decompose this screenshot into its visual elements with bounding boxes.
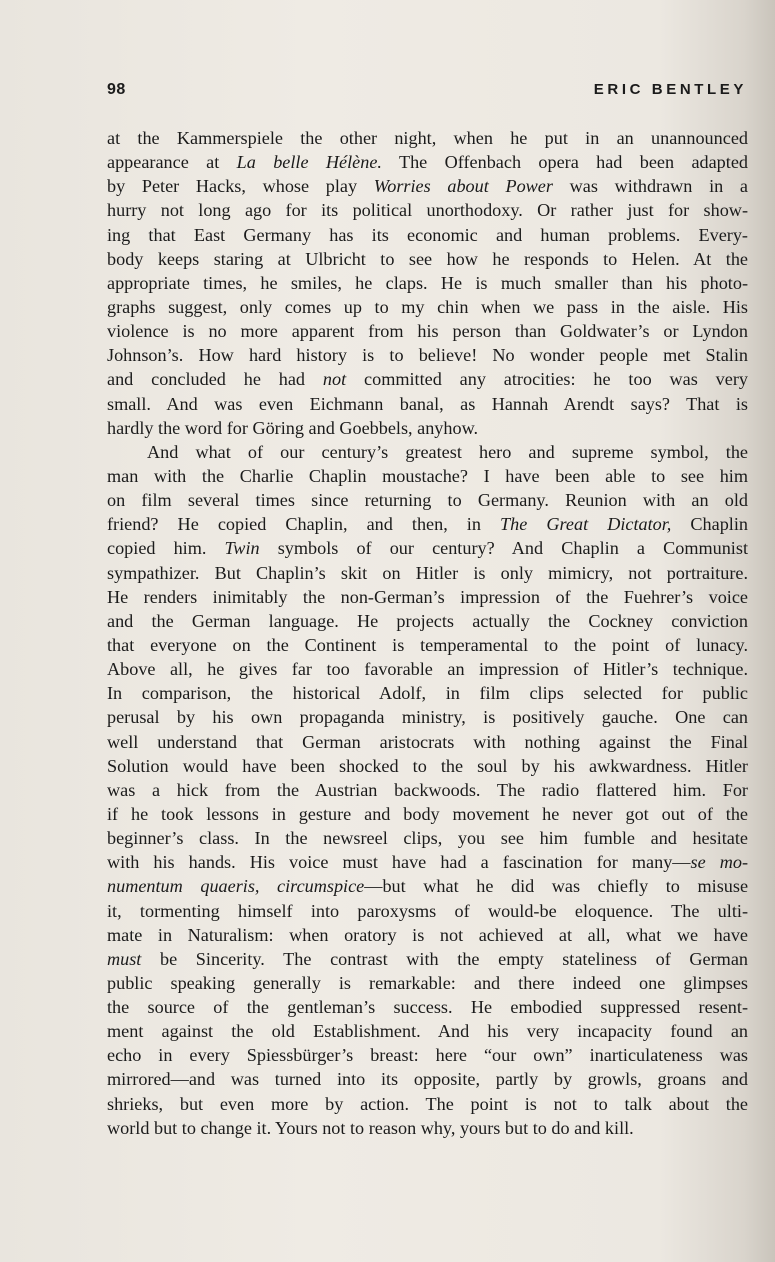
text-line: [107, 802, 748, 826]
text-run: small. And was even Eichmann banal, as Hannah Arendt says? That is: [107, 393, 748, 414]
text-line: [107, 319, 748, 343]
text-line: [107, 440, 748, 464]
text-line: [107, 367, 748, 391]
text-run: —but what he did was chiefly to misuse: [364, 876, 749, 897]
text-line: [107, 1116, 748, 1140]
text-line: [107, 899, 748, 923]
text-run: ing that East Germany has its economic and human problems. Every-: [107, 224, 748, 245]
italic-text: Twin: [224, 538, 260, 559]
italic-text: numentum quaeris, circumspice: [107, 876, 365, 897]
text-run: mate in Naturalism: when oratory is not achieved at all, what we have: [107, 924, 748, 945]
text-run: ment against the old Establishment. And his very incapacity found an: [107, 1021, 748, 1042]
text-run: by Peter Hacks, whose play: [107, 176, 374, 197]
text-run: In comparison, the historical Adolf, in film clips selected for public: [107, 683, 748, 704]
text-line: [107, 295, 748, 319]
text-run: symbols of our century? And Chaplin a Communist: [259, 538, 748, 559]
text-run: that everyone on the Continent is temperamental to the point of lunacy.: [107, 634, 748, 655]
text-run: The Offenbach opera had been adapted: [381, 152, 748, 173]
text-run: Above all, he gives far too favorable an impression of Hitler’s technique.: [107, 659, 748, 680]
text-run: And what of our century’s greatest hero and supreme symbol, the: [147, 441, 748, 462]
italic-text: se mo-: [690, 852, 748, 873]
text-line: [107, 705, 748, 729]
text-line: [107, 874, 748, 898]
text-line: [107, 343, 748, 367]
text-run: with his hands. His voice must have had a fascination for many—: [107, 852, 691, 873]
text-line: [107, 657, 748, 681]
page-header: [107, 81, 747, 103]
text-run: appearance at: [107, 152, 237, 173]
paragraph: [107, 126, 748, 440]
italic-text: Worries about Power: [373, 176, 553, 197]
italic-text: not: [322, 369, 347, 390]
text-run: hurry not long ago for its political unorthodoxy. Or rather just for show-: [107, 200, 748, 221]
text-line: [107, 585, 748, 609]
text-run: public speaking generally is remarkable: and there indeed one glimpses: [107, 972, 748, 993]
text-line: [107, 971, 748, 995]
text-run: graphs suggest, only comes up to my chin when we pass in the aisle. His: [107, 296, 748, 317]
text-run: copied him.: [107, 538, 225, 559]
text-run: man with the Charlie Chaplin moustache? I have been able to see him: [107, 465, 748, 486]
text-run: violence is no more apparent from his person than Goldwater’s or Lyndon: [107, 321, 748, 342]
text-line: [107, 174, 748, 198]
text-line: [107, 681, 748, 705]
italic-text: La belle Hélène.: [236, 152, 382, 173]
text-line: [107, 488, 748, 512]
text-run: well understand that German aristocrats with nothing against the Final: [107, 731, 748, 752]
text-line: [107, 126, 748, 150]
text-line: [107, 464, 748, 488]
text-run: sympathizer. But Chaplin’s skit on Hitler is only mimicry, not portraiture.: [107, 562, 748, 583]
text-line: [107, 392, 748, 416]
text-run: at the Kammerspiele the other night, when he put in an unannounced: [107, 128, 748, 148]
text-line: [107, 1067, 748, 1091]
text-run: mirrored—and was turned into its opposite, partly by growls, groans and: [107, 1069, 748, 1090]
text-line: [107, 1019, 748, 1043]
text-line: [107, 995, 748, 1019]
text-run: was a hick from the Austrian backwoods. The radio flattered him. For: [107, 779, 748, 800]
paragraph: [107, 440, 748, 1140]
running-head-author: ERIC BENTLEY: [593, 81, 747, 98]
text-run: on film several times since returning to Germany. Reunion with an old: [107, 490, 748, 511]
text-line: [107, 150, 748, 174]
text-run: hardly the word for Göring and Goebbels, anyhow.: [107, 417, 479, 438]
text-run: was withdrawn in a: [552, 176, 748, 197]
text-run: shrieks, but even more by action. The point is not to talk about the: [107, 1093, 748, 1114]
text-run: Solution would have been shocked to the soul by his awkwardness. Hitler: [107, 755, 748, 776]
text-run: body keeps staring at Ulbricht to see how he responds to Helen. At the: [107, 248, 748, 269]
italic-text: The Great Dictator,: [500, 514, 672, 535]
text-line: [107, 416, 748, 440]
text-run: appropriate times, he smiles, he claps. He is much smaller than his photo-: [107, 272, 748, 293]
text-run: and the German language. He projects actually the Cockney conviction: [107, 610, 748, 631]
text-run: echo in every Spiessbürger’s breast: here “our own” inarticulateness was: [107, 1045, 748, 1066]
text-run: if he took lessons in gesture and body movement he never got out of the: [107, 803, 748, 824]
text-run: beginner’s class. In the newsreel clips, you see him fumble and hesitate: [107, 828, 748, 849]
text-line: [107, 536, 748, 560]
page-number: 98: [107, 81, 126, 98]
text-line: [107, 1043, 748, 1067]
text-line: [107, 247, 748, 271]
text-run: world but to change it. Yours not to reason why, yours but to do and kill.: [107, 1117, 634, 1138]
text-line: [107, 754, 748, 778]
text-line: [107, 778, 748, 802]
text-line: [107, 198, 748, 222]
text-run: Johnson’s. How hard history is to believe! No wonder people met Stalin: [107, 345, 748, 366]
text-run: it, tormenting himself into paroxysms of would-be eloquence. The ulti-: [107, 900, 748, 921]
text-line: [107, 947, 748, 971]
text-run: and concluded he had: [107, 369, 323, 390]
text-line: [107, 561, 748, 585]
text-run: He renders inimitably the non-German’s impression of the Fuehrer’s voice: [107, 586, 748, 607]
text-run: be Sincerity. The contrast with the empty stateliness of German: [141, 948, 748, 969]
text-line: [107, 826, 748, 850]
text-line: [107, 923, 748, 947]
text-run: Chaplin: [671, 514, 749, 535]
body-text: [107, 126, 748, 1140]
text-line: [107, 271, 748, 295]
text-line: [107, 633, 748, 657]
text-line: [107, 512, 748, 536]
text-run: the source of the gentleman’s success. He embodied suppressed resent-: [107, 997, 748, 1018]
italic-text: must: [107, 948, 142, 969]
text-line: [107, 223, 748, 247]
text-run: friend? He copied Chaplin, and then, in: [107, 514, 501, 535]
text-line: [107, 609, 748, 633]
text-run: perusal by his own propaganda ministry, is positively gauche. One can: [107, 707, 748, 728]
text-line: [107, 1092, 748, 1116]
text-line: [107, 730, 748, 754]
text-line: [107, 850, 748, 874]
text-run: committed any atrocities: he too was very: [346, 369, 748, 390]
